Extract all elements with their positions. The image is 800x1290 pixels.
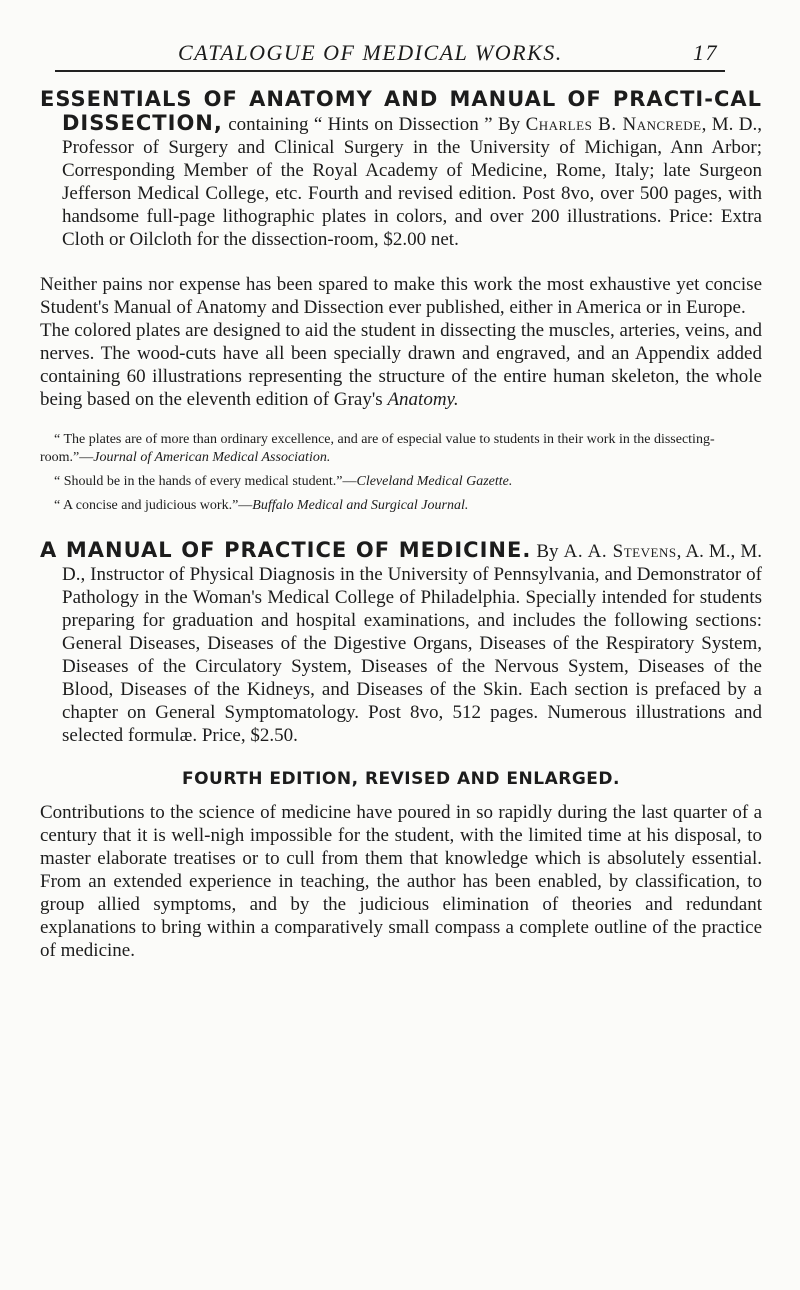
description-paragraph xyxy=(40,319,762,411)
entry-intro: containing “ Hints on Dissection ” By xyxy=(222,114,526,135)
entry-essentials-anatomy xyxy=(40,88,762,251)
review-text: “ A concise and judicious work.”— xyxy=(54,498,253,513)
review-source: Journal of American Medical Association. xyxy=(93,450,331,465)
entry-intro: By xyxy=(531,541,564,562)
header-rule xyxy=(55,70,725,72)
page-content xyxy=(40,88,762,962)
description-italic: Anatomy. xyxy=(387,389,459,410)
entry-heading: ESSENTIALS OF ANATOMY AND MANUAL OF PRACTI-CAL DISSECTION, xyxy=(40,87,762,135)
running-title: CATALOGUE OF MEDICAL WORKS. xyxy=(178,40,563,65)
review-text: “ The plates are of more than ordinary excellence, and are of especial value to students in their work in the dissecting-room.”— xyxy=(40,432,715,465)
reviews xyxy=(40,431,762,515)
description-text: The colored plates are designed to aid the student in dissecting the muscles, arteries, veins, and nerves. The wood-cuts have all been specially drawn and engraved, and an Appendix added containing 60 illustrations representing the structure of the entire human skeleton, the whole being based on the eleventh edition of Gray's xyxy=(40,320,762,410)
description-paragraph: Neither pains nor expense has been spared to make this work the most exhaustive yet concise Student's Manual of Anatomy and Dissection ever published, either in America or in Europe. xyxy=(40,274,762,318)
review-source: Cleveland Medical Gazette. xyxy=(356,474,513,489)
description-paragraph: Contributions to the science of medicine have poured in so rapidly during the last quarter of a century that it is well-nigh impossible for the student, with the limited time at his disposal, to master elaborate treatises or to cull from them that knowledge which is absolutely essential. From an extended experience in teaching, the author has been enabled, by classification, to group allied symptoms, and by the judicious elimination of theories and redundant explanations to bring within a comparatively small compass a complete outline of the practice of medicine. xyxy=(40,802,762,961)
entry-details: , A. M., M. D., Instructor of Physical Diagnosis in the University of Pennsylvania, and Demonstrator of Pathology in the Woman's Medical College of Philadelphia. Specially intended for students preparing for graduation and hospital examinations, and includes the following sections: General Diseases, Diseases of the Digestive Organs, Diseases of the Respiratory System, Diseases of the Circulatory System, Diseases of the Nervous System, Diseases of the Blood, Diseases of the Kidneys, and Diseases of the Skin. Each section is prefaced by a chapter on General Symptomatology. Post 8vo, 512 pages. Numerous illustrations and selected formulæ. Price, $2.50. xyxy=(62,541,762,746)
entry-author: A. A. Stevens xyxy=(563,541,677,562)
entry-heading: A MANUAL OF PRACTICE OF MEDICINE. xyxy=(40,538,532,562)
review-quote xyxy=(40,473,762,491)
page-number: 17 xyxy=(693,40,718,65)
review-source: Buffalo Medical and Surgical Journal. xyxy=(252,498,469,513)
review-quote xyxy=(40,431,762,467)
review-quote xyxy=(40,497,762,515)
entry-practice-medicine xyxy=(40,539,762,747)
edition-subheading: FOURTH EDITION, REVISED AND ENLARGED. xyxy=(181,769,620,789)
entry-author: Charles B. Nancrede xyxy=(525,114,702,135)
review-text: “ Should be in the hands of every medical student.”— xyxy=(54,474,357,489)
entry-details: , M. D., Professor of Surgery and Clinical Surgery in the University of Michigan, Ann Arbor; Corresponding Member of the Royal Academy of Medicine, Rome, Italy; late Surgeon Jefferson Medical College, etc. Fourth and revised edition. Post 8vo, over 500 pages, with handsome full-page lithographic plates in colors, and over 200 illustrations. Price: Extra Cloth or Oilcloth for the dissection-room, $2.00 net. xyxy=(62,114,762,250)
